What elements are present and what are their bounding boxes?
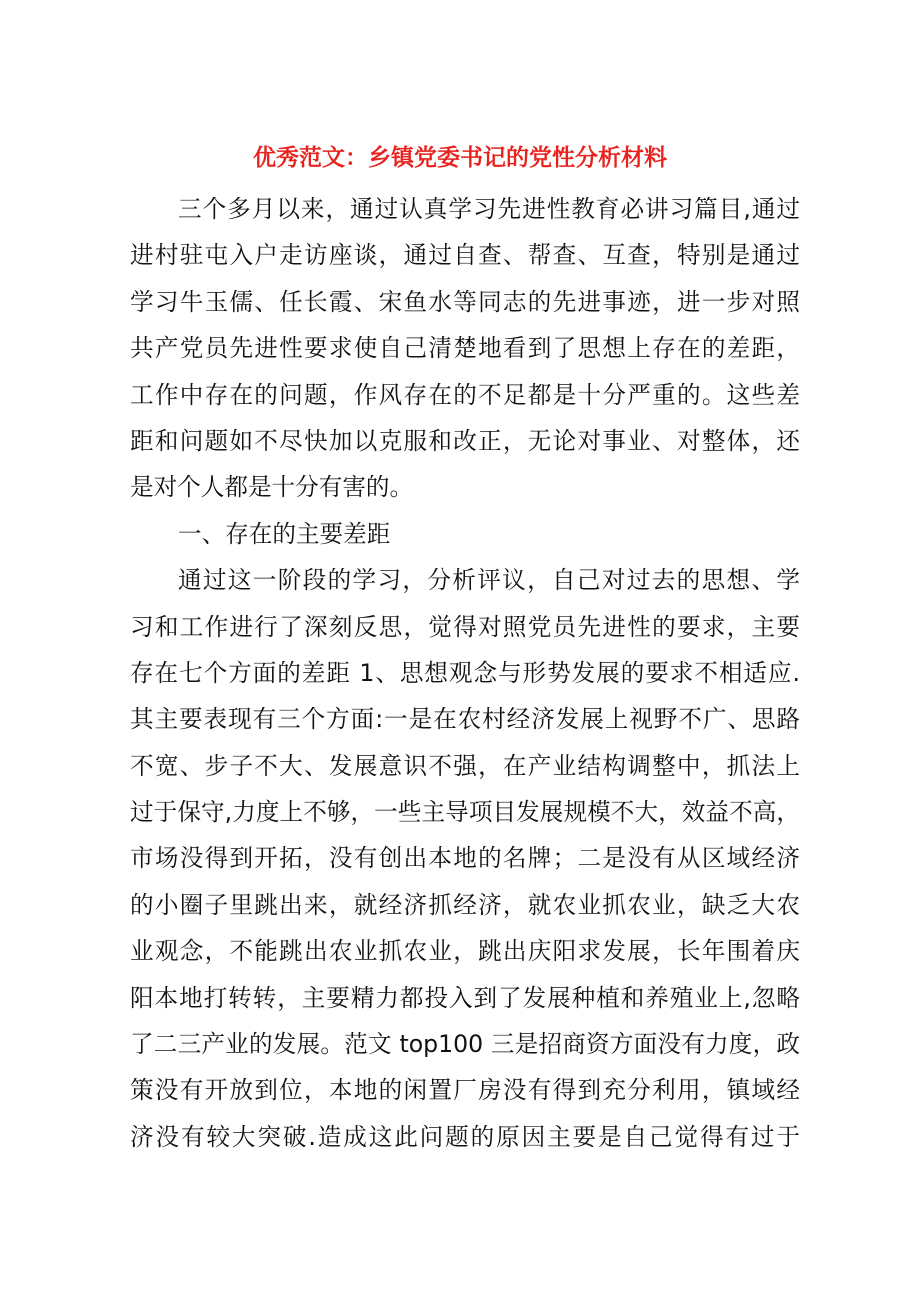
paragraph-line: 了二三产业的发展。范文 top100 三是招商资方面没有力度，政 [130, 1030, 800, 1059]
paragraph-line: 进村驻屯入户走访座谈，通过自查、帮查、互查，特别是通过 [130, 241, 800, 270]
paragraph-line: 三个多月以来，通过认真学习先进性教育必讲习篇目,通过 [178, 195, 800, 223]
paragraph-line: 工作中存在的问题，作风存在的不足都是十分严重的。这些差 [130, 380, 800, 409]
section-heading: 一、存在的主要差距 [178, 519, 391, 548]
paragraph-line: 市场没得到开拓，没有创出本地的名牌；二是没有从区域经济 [130, 844, 800, 873]
paragraph-line: 业观念，不能跳出农业抓农业，跳出庆阳求发展，长年围着庆 [130, 937, 800, 966]
paragraph-line: 是对个人都是十分有害的。 [130, 473, 414, 502]
paragraph-line: 通过这一阶段的学习，分析评议，自己对过去的思想、学 [178, 566, 800, 595]
paragraph-line: 不宽、步子不大、发展意识不强，在产业结构调整中，抓法上 [130, 751, 800, 780]
paragraph-line: 共产党员先进性要求使自己清楚地看到了思想上存在的差距， [130, 334, 800, 363]
paragraph-line: 习和工作进行了深刻反思，觉得对照党员先进性的要求，主要 [130, 612, 800, 641]
paragraph-line: 策没有开放到位，本地的闲置厂房没有得到充分利用，镇域经 [130, 1076, 800, 1105]
paragraph-line: 存在七个方面的差距 1、思想观念与形势发展的要求不相适应. [130, 658, 800, 687]
paragraph-line: 其主要表现有三个方面:一是在农村经济发展上视野不广、思路 [130, 705, 800, 734]
paragraph-line: 学习牛玉儒、任长霞、宋鱼水等同志的先进事迹，进一步对照 [130, 287, 800, 316]
paragraph-line: 过于保守,力度上不够，一些主导项目发展规模不大，效益不高， [130, 798, 800, 827]
paragraph-line: 距和问题如不尽快加以克服和改正，无论对事业、对整体，还 [130, 426, 800, 455]
paragraph-line: 济没有较大突破.造成这此问题的原因主要是自己觉得有过于 [130, 1122, 800, 1151]
document-body [130, 186, 800, 1160]
paragraph-line: 阳本地打转转，主要精力都投入到了发展种植和养殖业上,忽略 [130, 983, 800, 1012]
paragraph-line: 的小圈子里跳出来，就经济抓经济，就农业抓农业，缺乏大农 [130, 890, 800, 919]
document-title: 优秀范文：乡镇党委书记的党性分析材料 [253, 145, 667, 171]
